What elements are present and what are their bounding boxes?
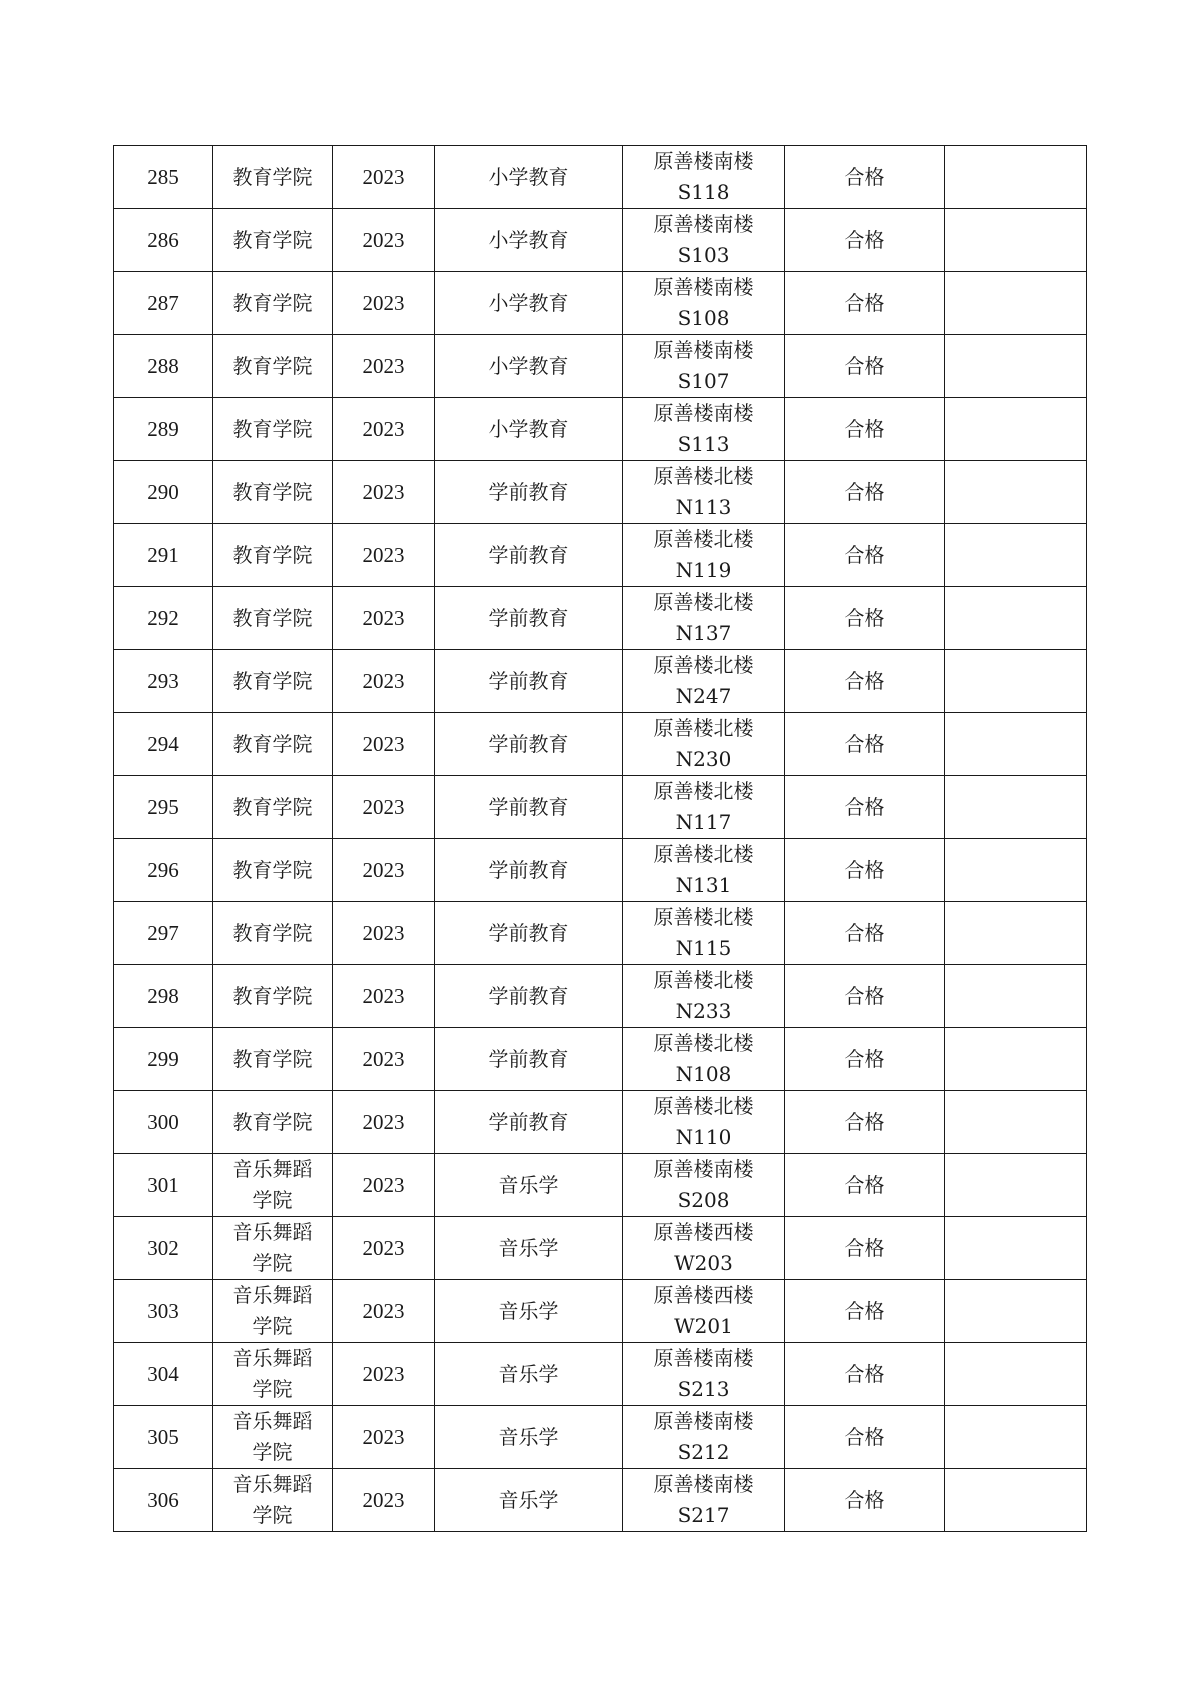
- note-cell: [945, 1217, 1087, 1280]
- location-line: N131: [675, 873, 732, 897]
- location-cell: [623, 839, 785, 902]
- location-cell: [623, 650, 785, 713]
- college-line: 教育学院: [232, 164, 313, 189]
- location-line: 原善楼南楼: [653, 275, 754, 299]
- college-cell: [213, 398, 333, 461]
- row-number-cell: 293: [114, 650, 213, 713]
- note-cell: [945, 902, 1087, 965]
- result-cell: 合格: [785, 272, 945, 335]
- college-cell: [213, 335, 333, 398]
- major-cell: 小学教育: [435, 398, 623, 461]
- location-line: N117: [675, 810, 732, 834]
- location-cell: [623, 1217, 785, 1280]
- college-line: 教育学院: [232, 290, 313, 315]
- location-line: S113: [677, 432, 730, 456]
- college-cell: [213, 776, 333, 839]
- major-cell: 学前教育: [435, 650, 623, 713]
- location-line: 原善楼北楼: [653, 779, 754, 803]
- major-cell: 音乐学: [435, 1280, 623, 1343]
- note-cell: [945, 1469, 1087, 1532]
- note-cell: [945, 650, 1087, 713]
- location-line: 原善楼北楼: [653, 464, 754, 488]
- location-cell: [623, 1154, 785, 1217]
- row-number-cell: 289: [114, 398, 213, 461]
- college-line: 教育学院: [232, 542, 313, 567]
- location-line: 原善楼北楼: [653, 527, 754, 551]
- major-cell: 学前教育: [435, 461, 623, 524]
- inspection-results-table: [113, 145, 1087, 1532]
- location-line: 原善楼南楼: [653, 401, 754, 425]
- year-cell: 2023: [333, 902, 435, 965]
- college-line: 教育学院: [232, 605, 313, 630]
- year-cell: 2023: [333, 1028, 435, 1091]
- year-cell: 2023: [333, 209, 435, 272]
- location-cell: [623, 1469, 785, 1532]
- location-cell: [623, 1406, 785, 1469]
- location-line: W203: [674, 1251, 733, 1275]
- result-cell: 合格: [785, 209, 945, 272]
- year-cell: 2023: [333, 524, 435, 587]
- location-line: 原善楼南楼: [653, 1472, 754, 1496]
- college-line: 学院: [252, 1440, 293, 1464]
- major-cell: 学前教育: [435, 776, 623, 839]
- location-cell: [623, 902, 785, 965]
- year-cell: 2023: [333, 1469, 435, 1532]
- college-line: 教育学院: [232, 983, 313, 1008]
- row-number-cell: 294: [114, 713, 213, 776]
- location-line: S103: [677, 243, 730, 267]
- major-cell: 小学教育: [435, 272, 623, 335]
- row-number-cell: 290: [114, 461, 213, 524]
- location-cell: [623, 1343, 785, 1406]
- note-cell: [945, 1280, 1087, 1343]
- row-number-cell: 301: [114, 1154, 213, 1217]
- college-line: 教育学院: [232, 668, 313, 693]
- note-cell: [945, 335, 1087, 398]
- row-number-cell: 302: [114, 1217, 213, 1280]
- result-cell: 合格: [785, 839, 945, 902]
- table-row: [114, 1154, 1087, 1217]
- major-cell: 音乐学: [435, 1469, 623, 1532]
- college-cell: [213, 272, 333, 335]
- college-cell: [213, 713, 333, 776]
- college-line: 学院: [252, 1314, 293, 1338]
- note-cell: [945, 209, 1087, 272]
- college-cell: [213, 1343, 333, 1406]
- note-cell: [945, 1154, 1087, 1217]
- result-cell: 合格: [785, 461, 945, 524]
- location-line: 原善楼北楼: [653, 716, 754, 740]
- result-cell: 合格: [785, 587, 945, 650]
- location-line: 原善楼北楼: [653, 1094, 754, 1118]
- college-cell: [213, 1154, 333, 1217]
- location-line: 原善楼南楼: [653, 1346, 754, 1370]
- result-cell: 合格: [785, 524, 945, 587]
- location-cell: [623, 776, 785, 839]
- location-line: N230: [675, 747, 732, 771]
- location-line: S107: [677, 369, 730, 393]
- row-number-cell: 297: [114, 902, 213, 965]
- result-cell: 合格: [785, 1154, 945, 1217]
- location-cell: [623, 209, 785, 272]
- note-cell: [945, 524, 1087, 587]
- row-number-cell: 300: [114, 1091, 213, 1154]
- major-cell: 音乐学: [435, 1406, 623, 1469]
- location-line: N108: [675, 1062, 732, 1086]
- location-cell: [623, 461, 785, 524]
- college-cell: [213, 1028, 333, 1091]
- location-cell: [623, 146, 785, 209]
- note-cell: [945, 1091, 1087, 1154]
- location-line: 原善楼西楼: [653, 1283, 754, 1307]
- note-cell: [945, 461, 1087, 524]
- college-cell: [213, 839, 333, 902]
- row-number-cell: 303: [114, 1280, 213, 1343]
- college-line: 音乐舞蹈: [232, 1283, 313, 1307]
- college-cell: [213, 965, 333, 1028]
- major-cell: 学前教育: [435, 1028, 623, 1091]
- result-cell: 合格: [785, 1091, 945, 1154]
- major-cell: 音乐学: [435, 1217, 623, 1280]
- college-cell: [213, 1406, 333, 1469]
- location-cell: [623, 1028, 785, 1091]
- major-cell: 小学教育: [435, 209, 623, 272]
- table-row: [114, 650, 1087, 713]
- table-row: [114, 965, 1087, 1028]
- college-line: 教育学院: [232, 1046, 313, 1071]
- year-cell: 2023: [333, 398, 435, 461]
- table-row: [114, 461, 1087, 524]
- note-cell: [945, 587, 1087, 650]
- location-line: N115: [675, 936, 732, 960]
- location-line: N113: [675, 495, 732, 519]
- note-cell: [945, 1028, 1087, 1091]
- table-row: [114, 524, 1087, 587]
- result-cell: 合格: [785, 965, 945, 1028]
- location-line: 原善楼北楼: [653, 905, 754, 929]
- table-row: [114, 587, 1087, 650]
- location-line: 原善楼南楼: [653, 1157, 754, 1181]
- location-line: 原善楼南楼: [653, 149, 754, 173]
- year-cell: 2023: [333, 1343, 435, 1406]
- year-cell: 2023: [333, 965, 435, 1028]
- college-cell: [213, 587, 333, 650]
- location-line: N137: [675, 621, 732, 645]
- result-cell: 合格: [785, 1343, 945, 1406]
- year-cell: 2023: [333, 839, 435, 902]
- location-line: N119: [675, 558, 732, 582]
- year-cell: 2023: [333, 1280, 435, 1343]
- table-row: [114, 1469, 1087, 1532]
- location-line: S108: [677, 306, 730, 330]
- table-row: [114, 902, 1087, 965]
- result-cell: 合格: [785, 1028, 945, 1091]
- college-cell: [213, 1091, 333, 1154]
- major-cell: 学前教育: [435, 713, 623, 776]
- result-cell: 合格: [785, 1406, 945, 1469]
- college-cell: [213, 524, 333, 587]
- college-cell: [213, 1280, 333, 1343]
- row-number-cell: 304: [114, 1343, 213, 1406]
- location-line: 原善楼北楼: [653, 590, 754, 614]
- location-line: 原善楼北楼: [653, 1031, 754, 1055]
- table-row: [114, 776, 1087, 839]
- year-cell: 2023: [333, 1406, 435, 1469]
- result-cell: 合格: [785, 650, 945, 713]
- college-line: 学院: [252, 1188, 293, 1212]
- college-line: 学院: [252, 1377, 293, 1401]
- note-cell: [945, 146, 1087, 209]
- year-cell: 2023: [333, 1091, 435, 1154]
- year-cell: 2023: [333, 272, 435, 335]
- table-row: [114, 146, 1087, 209]
- location-line: 原善楼南楼: [653, 338, 754, 362]
- year-cell: 2023: [333, 587, 435, 650]
- location-cell: [623, 272, 785, 335]
- location-line: N110: [675, 1125, 732, 1149]
- major-cell: 学前教育: [435, 524, 623, 587]
- table-row: [114, 272, 1087, 335]
- location-cell: [623, 713, 785, 776]
- result-cell: 合格: [785, 1217, 945, 1280]
- note-cell: [945, 1343, 1087, 1406]
- college-line: 教育学院: [232, 227, 313, 252]
- table-row: [114, 713, 1087, 776]
- note-cell: [945, 776, 1087, 839]
- result-cell: 合格: [785, 1469, 945, 1532]
- table-row: [114, 398, 1087, 461]
- table-row: [114, 1217, 1087, 1280]
- college-line: 学院: [252, 1251, 293, 1275]
- location-cell: [623, 965, 785, 1028]
- location-line: 原善楼北楼: [653, 842, 754, 866]
- college-line: 教育学院: [232, 1109, 313, 1134]
- college-line: 教育学院: [232, 794, 313, 819]
- year-cell: 2023: [333, 146, 435, 209]
- college-cell: [213, 902, 333, 965]
- location-line: 原善楼南楼: [653, 1409, 754, 1433]
- college-line: 教育学院: [232, 857, 313, 882]
- major-cell: 小学教育: [435, 335, 623, 398]
- college-line: 音乐舞蹈: [232, 1409, 313, 1433]
- result-cell: 合格: [785, 1280, 945, 1343]
- major-cell: 学前教育: [435, 902, 623, 965]
- table-row: [114, 209, 1087, 272]
- college-cell: [213, 146, 333, 209]
- location-line: S213: [677, 1377, 730, 1401]
- college-line: 音乐舞蹈: [232, 1157, 313, 1181]
- college-line: 音乐舞蹈: [232, 1220, 313, 1244]
- table-row: [114, 335, 1087, 398]
- row-number-cell: 299: [114, 1028, 213, 1091]
- year-cell: 2023: [333, 650, 435, 713]
- year-cell: 2023: [333, 776, 435, 839]
- location-line: W201: [674, 1314, 733, 1338]
- year-cell: 2023: [333, 1154, 435, 1217]
- table-row: [114, 1343, 1087, 1406]
- location-line: N233: [675, 999, 732, 1023]
- table-row: [114, 1406, 1087, 1469]
- row-number-cell: 288: [114, 335, 213, 398]
- major-cell: 学前教育: [435, 1091, 623, 1154]
- college-cell: [213, 650, 333, 713]
- result-cell: 合格: [785, 335, 945, 398]
- college-line: 教育学院: [232, 416, 313, 441]
- row-number-cell: 296: [114, 839, 213, 902]
- location-line: S118: [677, 180, 730, 204]
- year-cell: 2023: [333, 713, 435, 776]
- row-number-cell: 305: [114, 1406, 213, 1469]
- year-cell: 2023: [333, 1217, 435, 1280]
- location-cell: [623, 1091, 785, 1154]
- major-cell: 学前教育: [435, 587, 623, 650]
- location-cell: [623, 587, 785, 650]
- note-cell: [945, 1406, 1087, 1469]
- location-line: 原善楼北楼: [653, 653, 754, 677]
- table-body: [114, 146, 1087, 1532]
- college-cell: [213, 1217, 333, 1280]
- result-cell: 合格: [785, 776, 945, 839]
- major-cell: 小学教育: [435, 146, 623, 209]
- location-line: S217: [677, 1503, 730, 1527]
- result-cell: 合格: [785, 398, 945, 461]
- table-row: [114, 1028, 1087, 1091]
- row-number-cell: 298: [114, 965, 213, 1028]
- location-cell: [623, 524, 785, 587]
- location-cell: [623, 1280, 785, 1343]
- note-cell: [945, 272, 1087, 335]
- table-row: [114, 839, 1087, 902]
- college-line: 教育学院: [232, 920, 313, 945]
- location-line: 原善楼北楼: [653, 968, 754, 992]
- college-line: 教育学院: [232, 353, 313, 378]
- location-line: S212: [677, 1440, 730, 1464]
- college-line: 教育学院: [232, 479, 313, 504]
- row-number-cell: 295: [114, 776, 213, 839]
- row-number-cell: 291: [114, 524, 213, 587]
- note-cell: [945, 839, 1087, 902]
- location-cell: [623, 398, 785, 461]
- note-cell: [945, 965, 1087, 1028]
- row-number-cell: 286: [114, 209, 213, 272]
- location-line: 原善楼南楼: [653, 212, 754, 236]
- result-cell: 合格: [785, 713, 945, 776]
- row-number-cell: 285: [114, 146, 213, 209]
- major-cell: 学前教育: [435, 965, 623, 1028]
- college-line: 音乐舞蹈: [232, 1346, 313, 1370]
- college-cell: [213, 1469, 333, 1532]
- result-cell: 合格: [785, 146, 945, 209]
- college-cell: [213, 209, 333, 272]
- location-line: N247: [675, 684, 732, 708]
- row-number-cell: 287: [114, 272, 213, 335]
- year-cell: 2023: [333, 461, 435, 524]
- note-cell: [945, 398, 1087, 461]
- college-line: 教育学院: [232, 731, 313, 756]
- major-cell: 学前教育: [435, 839, 623, 902]
- major-cell: 音乐学: [435, 1154, 623, 1217]
- college-line: 音乐舞蹈: [232, 1472, 313, 1496]
- year-cell: 2023: [333, 335, 435, 398]
- table-row: [114, 1091, 1087, 1154]
- college-line: 学院: [252, 1503, 293, 1527]
- location-line: 原善楼西楼: [653, 1220, 754, 1244]
- location-cell: [623, 335, 785, 398]
- row-number-cell: 306: [114, 1469, 213, 1532]
- location-line: S208: [677, 1188, 730, 1212]
- table-row: [114, 1280, 1087, 1343]
- row-number-cell: 292: [114, 587, 213, 650]
- major-cell: 音乐学: [435, 1343, 623, 1406]
- note-cell: [945, 713, 1087, 776]
- college-cell: [213, 461, 333, 524]
- result-cell: 合格: [785, 902, 945, 965]
